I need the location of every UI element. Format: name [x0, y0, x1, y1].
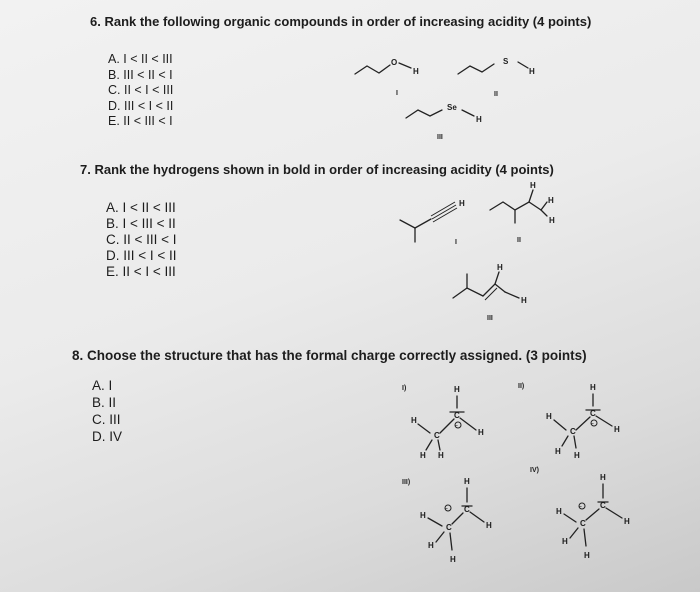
hydrogen-label: H [549, 216, 555, 225]
hydrogen-label: H [529, 67, 535, 76]
q6-option-d[interactable]: D. III < I < II [108, 98, 174, 113]
carbon-label: C [590, 409, 596, 418]
carbon-label: C [580, 519, 586, 528]
q8-structure-ii [518, 383, 620, 460]
hydrogen-label: H [476, 115, 482, 124]
label-i: I) [402, 385, 407, 392]
label-i: I [455, 239, 457, 246]
hydrogen-label: H [413, 67, 419, 76]
carbon-label: C [446, 523, 452, 532]
q6-option-b[interactable]: B. III < II < I [108, 67, 173, 82]
q6-title: 6. Rank the following organic compounds in order of increasing acidity (4 points) [90, 14, 592, 29]
q6-option-e[interactable]: E. II < III < I [108, 114, 173, 128]
hydrogen-label: H [497, 263, 503, 272]
carbon-label: C [464, 505, 470, 514]
q8-option-a[interactable]: A. I [92, 378, 113, 393]
hydrogen-label: H [420, 451, 426, 460]
svg-text:−: − [579, 504, 582, 510]
carbon-label: C [600, 501, 606, 510]
selenium-label: Se [447, 103, 457, 112]
q6-structures [350, 50, 570, 150]
hydrogen-label: H [624, 517, 630, 526]
label-ii: II [517, 237, 521, 244]
hydrogen-label: H [428, 541, 434, 550]
q7-option-b[interactable]: B. I < III < II [106, 216, 176, 231]
q6-option-a[interactable]: A. I < II < III [108, 52, 173, 66]
q8-structures [400, 378, 660, 578]
q8-structure-iii [402, 477, 492, 564]
hydrogen-label: H [556, 507, 562, 516]
q6-structure-ii [458, 57, 535, 98]
hydrogen-label: H [546, 412, 552, 421]
hydrogen-label: H [555, 447, 561, 456]
hydrogen-label: H [486, 521, 492, 530]
q6-structure-iii [406, 103, 482, 141]
q8-option-c[interactable]: C. III [92, 412, 121, 427]
hydrogen-label: H [459, 199, 465, 208]
hydrogen-label: H [530, 181, 536, 190]
hydrogen-label: H [590, 383, 596, 392]
q7-option-a[interactable]: A. I < II < III [106, 200, 176, 215]
carbon-label: C [570, 427, 576, 436]
label-iii: III [487, 315, 493, 322]
hydrogen-label: H [450, 555, 456, 564]
label-i: I [396, 90, 398, 97]
label-iii: III) [402, 479, 411, 486]
q7-structures [395, 180, 595, 320]
hydrogen-label: H [584, 551, 590, 560]
sulfur-label: S [503, 57, 509, 66]
hydrogen-label: H [600, 473, 606, 482]
q6-option-c[interactable]: C. II < I < III [108, 83, 174, 97]
svg-text:−: − [445, 506, 448, 512]
q8-title: 8. Choose the structure that has the formal charge correctly assigned. (3 points) [72, 348, 587, 363]
label-iv: IV) [530, 467, 539, 474]
hydrogen-label: H [562, 537, 568, 546]
q8-options [92, 377, 122, 445]
q6-options [108, 52, 173, 130]
hydrogen-label: H [614, 425, 620, 434]
q7-structure-iii [453, 263, 527, 322]
hydrogen-label: H [521, 296, 527, 305]
hydrogen-label: H [478, 428, 484, 437]
q7-option-e[interactable]: E. II < I < III [106, 264, 176, 279]
q7-structure-i [400, 199, 465, 246]
q7-structure-ii [490, 181, 555, 244]
hydrogen-label: H [454, 385, 460, 394]
hydrogen-label: H [411, 416, 417, 425]
q7-options [106, 200, 177, 280]
q7-option-d[interactable]: D. III < I < II [106, 248, 177, 263]
hydrogen-label: H [438, 451, 444, 460]
q6-structure-i [355, 58, 419, 97]
oxygen-label: O [391, 58, 398, 67]
carbon-label: C [434, 431, 440, 440]
q8-structure-iv [530, 467, 630, 560]
hydrogen-label: H [548, 196, 554, 205]
svg-text:−: − [591, 421, 594, 427]
q8-structure-i [402, 385, 484, 460]
hydrogen-label: H [574, 451, 580, 460]
label-ii: II) [518, 383, 525, 390]
label-ii: II [494, 91, 498, 98]
q7-title: 7. Rank the hydrogens shown in bold in order of increasing acidity (4 points) [80, 162, 554, 177]
q8-option-d[interactable]: D. IV [92, 429, 123, 444]
svg-text:−: − [455, 423, 458, 429]
q7-option-c[interactable]: C. II < III < I [106, 232, 177, 247]
carbon-label: C [454, 411, 460, 420]
label-iii: III [437, 134, 443, 141]
hydrogen-label: H [464, 477, 470, 486]
q8-option-b[interactable]: B. II [92, 395, 117, 410]
hydrogen-label: H [420, 511, 426, 520]
